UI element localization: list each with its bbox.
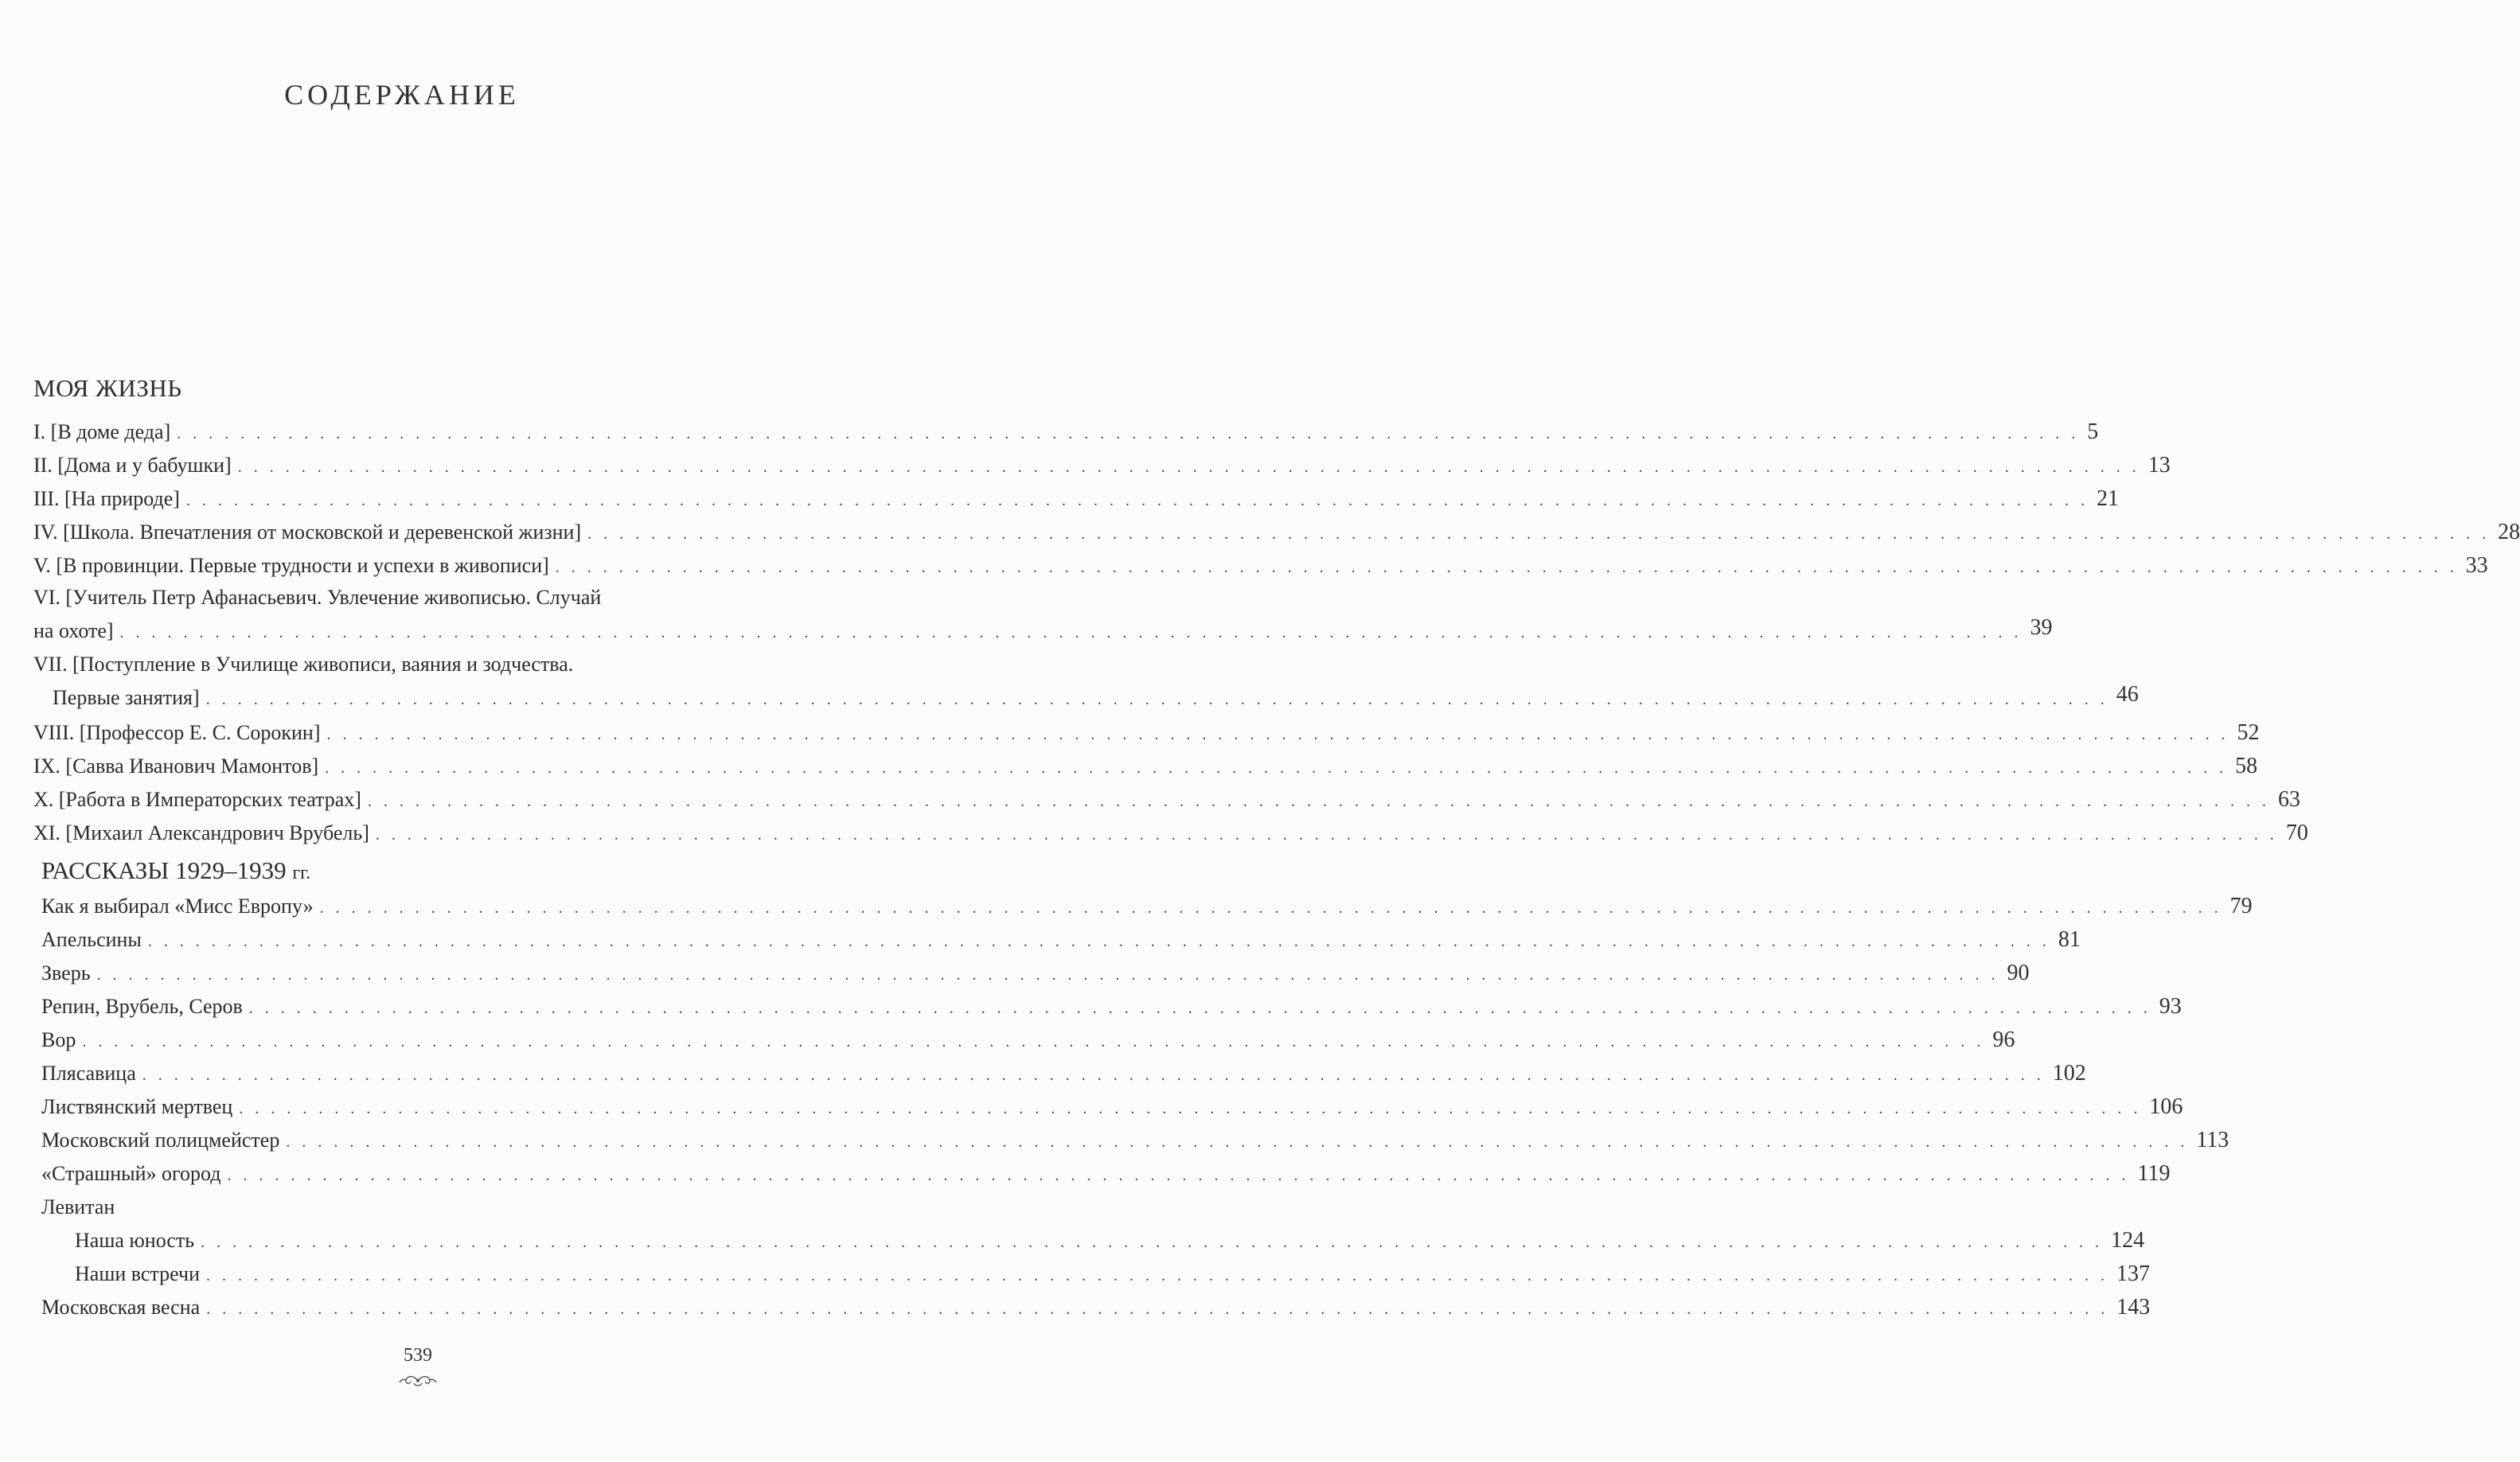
dot-leader: . . . . . . . . . . . . . . . . . . . . . . . . . . . . . . . . . . . . . . . . . . . . . . . . . . . . . . . . . . . . . . . . . . . . . . . . . . . . . . . . . . . . . . . . . . . . . . . . . . . . . . . . . . . . . . . . . . . . . . . . <box>248 1000 2151 1017</box>
dot-leader: . . . . . . . . . . . . . . . . . . . . . . . . . . . . . . . . . . . . . . . . . . . . . . . . . . . . . . . . . . . . . . . . . . . . . . . . . . . . . . . . . . . . . . . . . . . . . . . . . . . . . . . . . . . . . . . . . . . . . . . . <box>206 1300 2109 1318</box>
dot-leader: . . . . . . . . . . . . . . . . . . . . . . . . . . . . . . . . . . . . . . . . . . . . . . . . . . . . . . . . . . . . . . . . . . . . . . . . . . . . . . . . . . . . . . . . . . . . . . . . . . . . . . . . . . . . . . . . . . . . . . . . <box>96 966 1999 984</box>
page-number: 539 <box>404 1345 432 1366</box>
toc-entry-title-line1: VII. [Поступление в Училище живописи, ваяния и зодчества. <box>33 653 574 676</box>
toc-entry-page: 143 <box>2116 1295 2151 1320</box>
dot-leader: . . . . . . . . . . . . . . . . . . . . . . . . . . . . . . . . . . . . . . . . . . . . . . . . . . . . . . . . . . . . . . . . . . . . . . . . . . . . . . . . . . . . . . . . . . . . . . . . . . . . . . . . . . . . . . . . . . . . . . . . <box>142 1066 2045 1084</box>
section-heading-my-life: МОЯ ЖИЗНЬ <box>33 374 182 402</box>
toc-entry-title: Апельсины <box>41 928 142 951</box>
dot-leader: . . . . . . . . . . . . . . . . . . . . . . . . . . . . . . . . . . . . . . . . . . . . . . . . . . . . . . . . . . . . . . . . . . . . . . . . . . . . . . . . . . . . . . . . . . . . . . . . . . . . . . . . . . . . . . . . . . . . . . . . <box>205 691 2108 708</box>
toc-entry-page: 102 <box>2052 1061 2086 1086</box>
dot-leader: . . . . . . . . . . . . . . . . . . . . . . . . . . . . . . . . . . . . . . . . . . . . . . . . . . . . . . . . . . . . . . . . . . . . . . . . . . . . . . . . . . . . . . . . . . . . . . . . . . . . . . . . . . . . . . . . . . . . . . . . <box>319 899 2222 917</box>
toc-entry[interactable] <box>41 990 2182 1023</box>
toc-entry[interactable] <box>33 750 2258 783</box>
dot-leader: . . . . . . . . . . . . . . . . . . . . . . . . . . . . . . . . . . . . . . . . . . . . . . . . . . . . . . . . . . . . . . . . . . . . . . . . . . . . . . . . . . . . . . . . . . . . . . . . . . . . . . . . . . . . . . . . . . . . . . . . <box>119 624 2023 641</box>
page-title: СОДЕРЖАНИЕ <box>284 79 520 111</box>
toc-entry-page: 13 <box>2147 453 2171 478</box>
toc-entry-title-line2: на охоте] <box>33 619 114 642</box>
toc-entry-page: 5 <box>2087 419 2099 444</box>
dot-leader: . . . . . . . . . . . . . . . . . . . . . . . . . . . . . . . . . . . . . . . . . . . . . . . . . . . . . . . . . . . . . . . . . . . . . . . . . . . . . . . . . . . . . . . . . . . . . . . . . . . . . . . . . . . . . . . . . . . . . . . . <box>587 525 2491 543</box>
toc-entry-page: 90 <box>2007 961 2030 985</box>
toc-entry-page: 119 <box>2137 1161 2171 1186</box>
toc-entry-title: Репин, Врубель, Серов <box>41 995 243 1018</box>
toc-section-stories <box>41 890 2253 1324</box>
toc-entry[interactable] <box>41 1057 2086 1090</box>
dot-leader: . . . . . . . . . . . . . . . . . . . . . . . . . . . . . . . . . . . . . . . . . . . . . . . . . . . . . . . . . . . . . . . . . . . . . . . . . . . . . . . . . . . . . . . . . . . . . . . . . . . . . . . . . . . . . . . . . . . . . . . . <box>227 1167 2130 1184</box>
toc-entry[interactable] <box>33 583 2053 649</box>
toc-entry-title: V. [В провинции. Первые трудности и успехи в живописи] <box>33 554 549 577</box>
toc-entry-title: Листвянский мертвец <box>41 1095 233 1118</box>
toc-entry[interactable] <box>41 957 2030 990</box>
toc-entry[interactable] <box>33 449 2171 482</box>
toc-entry[interactable] <box>41 923 2081 957</box>
dot-leader: . . . . . . . . . . . . . . . . . . . . . . . . . . . . . . . . . . . . . . . . . . . . . . . . . . . . . . . . . . . . . . . . . . . . . . . . . . . . . . . . . . . . . . . . . . . . . . . . . . . . . . . . . . . . . . . . . . . . . . . . <box>201 1234 2104 1251</box>
dot-leader: . . . . . . . . . . . . . . . . . . . . . . . . . . . . . . . . . . . . . . . . . . . . . . . . . . . . . . . . . . . . . . . . . . . . . . . . . . . . . . . . . . . . . . . . . . . . . . . . . . . . . . . . . . . . . . . . . . . . . . . . <box>286 1133 2189 1151</box>
toc-entry[interactable] <box>33 783 2300 817</box>
dot-leader: . . . . . . . . . . . . . . . . . . . . . . . . . . . . . . . . . . . . . . . . . . . . . . . . . . . . . . . . . . . . . . . . . . . . . . . . . . . . . . . . . . . . . . . . . . . . . . . . . . . . . . . . . . . . . . . . . . . . . . . . <box>239 1100 2142 1117</box>
toc-entry-title: Наша юность <box>75 1229 195 1252</box>
toc-entry-page: 81 <box>2058 927 2081 952</box>
toc-entry[interactable] <box>33 516 2520 549</box>
toc-entry-title-line2: Первые занятия] <box>53 686 200 709</box>
toc-entry-title: Московский полицмейстер <box>41 1129 280 1152</box>
toc-entry-title: Московская весна <box>41 1296 201 1319</box>
section-heading-suffix: гг. <box>292 863 311 883</box>
toc-entry-title: III. [На природе] <box>33 487 180 510</box>
toc-entry[interactable] <box>41 1291 2151 1324</box>
toc-entry-page: 46 <box>2116 682 2139 707</box>
toc-entry-page: 137 <box>2116 1261 2150 1286</box>
toc-subheading[interactable] <box>41 1191 794 1224</box>
toc-entry-page: 124 <box>2111 1228 2145 1253</box>
toc-entry-title: Левитан <box>41 1195 115 1218</box>
dot-leader: . . . . . . . . . . . . . . . . . . . . . . . . . . . . . . . . . . . . . . . . . . . . . . . . . . . . . . . . . . . . . . . . . . . . . . . . . . . . . . . . . . . . . . . . . . . . . . . . . . . . . . . . . . . . . . . . . . . . . . . . <box>177 425 2080 442</box>
toc-entry[interactable] <box>41 1023 2015 1057</box>
dot-leader: . . . . . . . . . . . . . . . . . . . . . . . . . . . . . . . . . . . . . . . . . . . . . . . . . . . . . . . . . . . . . . . . . . . . . . . . . . . . . . . . . . . . . . . . . . . . . . . . . . . . . . . . . . . . . . . . . . . . . . . . <box>375 826 2278 844</box>
toc-entry-title: IX. [Савва Иванович Мамонтов] <box>33 754 319 778</box>
toc-entry[interactable] <box>33 482 2119 516</box>
toc-entry-page: 63 <box>2277 787 2300 812</box>
dot-leader: . . . . . . . . . . . . . . . . . . . . . . . . . . . . . . . . . . . . . . . . . . . . . . . . . . . . . . . . . . . . . . . . . . . . . . . . . . . . . . . . . . . . . . . . . . . . . . . . . . . . . . . . . . . . . . . . . . . . . . . . <box>325 759 2228 777</box>
toc-entry-page: 39 <box>2030 615 2053 640</box>
toc-entry-title: IV. [Школа. Впечатления от московской и деревенской жизни] <box>33 520 582 544</box>
toc-entry-page: 58 <box>2235 754 2258 778</box>
toc-entry[interactable] <box>33 649 2139 716</box>
toc-entry-page: 70 <box>2285 821 2308 845</box>
dot-leader: . . . . . . . . . . . . . . . . . . . . . . . . . . . . . . . . . . . . . . . . . . . . . . . . . . . . . . . . . . . . . . . . . . . . . . . . . . . . . . . . . . . . . . . . . . . . . . . . . . . . . . . . . . . . . . . . . . . . . . . . <box>555 559 2458 576</box>
toc-entry-page: 96 <box>1992 1027 2015 1052</box>
toc-entry-title-line1: VI. [Учитель Петр Афанасьевич. Увлечение живописью. Случай <box>33 586 602 609</box>
floral-ornament-icon <box>398 1374 438 1388</box>
toc-section-my-life <box>33 415 2520 850</box>
toc-entry-title: II. [Дома и у бабушки] <box>33 454 232 477</box>
toc-entry[interactable] <box>41 1257 2150 1291</box>
toc-entry-title: Вор <box>41 1028 76 1051</box>
toc-entry-page: 28 <box>2498 520 2520 544</box>
toc-entry[interactable] <box>33 415 2099 449</box>
dot-leader: . . . . . . . . . . . . . . . . . . . . . . . . . . . . . . . . . . . . . . . . . . . . . . . . . . . . . . . . . . . . . . . . . . . . . . . . . . . . . . . . . . . . . . . . . . . . . . . . . . . . . . . . . . . . . . . . . . . . . . . . <box>205 1267 2108 1285</box>
toc-entry-title: X. [Работа в Императорских театрах] <box>33 788 361 811</box>
toc-entry[interactable] <box>41 890 2253 923</box>
toc-entry-title: Зверь <box>41 961 91 984</box>
toc-entry-title: «Страшный» огород <box>41 1162 221 1185</box>
section-heading-text: РАССКАЗЫ 1929–1939 <box>41 856 287 884</box>
section-heading-stories <box>41 856 310 885</box>
toc-entry-title: Плясавица <box>41 1062 136 1085</box>
toc-entry-title: I. [В доме деда] <box>33 420 171 443</box>
dot-leader: . . . . . . . . . . . . . . . . . . . . . . . . . . . . . . . . . . . . . . . . . . . . . . . . . . . . . . . . . . . . . . . . . . . . . . . . . . . . . . . . . . . . . . . . . . . . . . . . . . . . . . . . . . . . . . . . . . . . . . . . <box>237 458 2140 476</box>
toc-entry[interactable] <box>41 1124 2229 1157</box>
toc-entry[interactable] <box>33 716 2260 750</box>
toc-entry-title: Как я выбирал «Мисс Европу» <box>41 895 314 918</box>
toc-entry-page: 113 <box>2196 1128 2229 1152</box>
toc-entry[interactable] <box>33 549 2488 583</box>
toc-entry[interactable] <box>33 817 2308 850</box>
toc-entry-page: 106 <box>2149 1094 2183 1119</box>
dot-leader: . . . . . . . . . . . . . . . . . . . . . . . . . . . . . . . . . . . . . . . . . . . . . . . . . . . . . . . . . . . . . . . . . . . . . . . . . . . . . . . . . . . . . . . . . . . . . . . . . . . . . . . . . . . . . . . . . . . . . . . . <box>185 492 2089 509</box>
toc-entry[interactable] <box>41 1090 2183 1124</box>
toc-entry-title: XI. [Михаил Александрович Врубель] <box>33 821 369 844</box>
toc-entry-page: 52 <box>2237 720 2260 745</box>
dot-leader: . . . . . . . . . . . . . . . . . . . . . . . . . . . . . . . . . . . . . . . . . . . . . . . . . . . . . . . . . . . . . . . . . . . . . . . . . . . . . . . . . . . . . . . . . . . . . . . . . . . . . . . . . . . . . . . . . . . . . . . . <box>367 793 2270 810</box>
toc-entry-page: 93 <box>2159 994 2182 1019</box>
dot-leader: . . . . . . . . . . . . . . . . . . . . . . . . . . . . . . . . . . . . . . . . . . . . . . . . . . . . . . . . . . . . . . . . . . . . . . . . . . . . . . . . . . . . . . . . . . . . . . . . . . . . . . . . . . . . . . . . . . . . . . . . <box>82 1033 1985 1051</box>
toc-entry-page: 33 <box>2465 553 2488 578</box>
toc-entry-title: Наши встречи <box>75 1262 200 1285</box>
dot-leader: . . . . . . . . . . . . . . . . . . . . . . . . . . . . . . . . . . . . . . . . . . . . . . . . . . . . . . . . . . . . . . . . . . . . . . . . . . . . . . . . . . . . . . . . . . . . . . . . . . . . . . . . . . . . . . . . . . . . . . . . <box>326 726 2229 743</box>
toc-entry-page: 79 <box>2229 894 2253 918</box>
toc-entry-title: VIII. [Профессор Е. С. Сорокин] <box>33 721 321 744</box>
toc-entry[interactable] <box>41 1224 2145 1257</box>
dot-leader: . . . . . . . . . . . . . . . . . . . . . . . . . . . . . . . . . . . . . . . . . . . . . . . . . . . . . . . . . . . . . . . . . . . . . . . . . . . . . . . . . . . . . . . . . . . . . . . . . . . . . . . . . . . . . . . . . . . . . . . . <box>147 933 2050 950</box>
toc-entry-page: 21 <box>2096 486 2119 511</box>
toc-entry[interactable] <box>41 1157 2171 1191</box>
